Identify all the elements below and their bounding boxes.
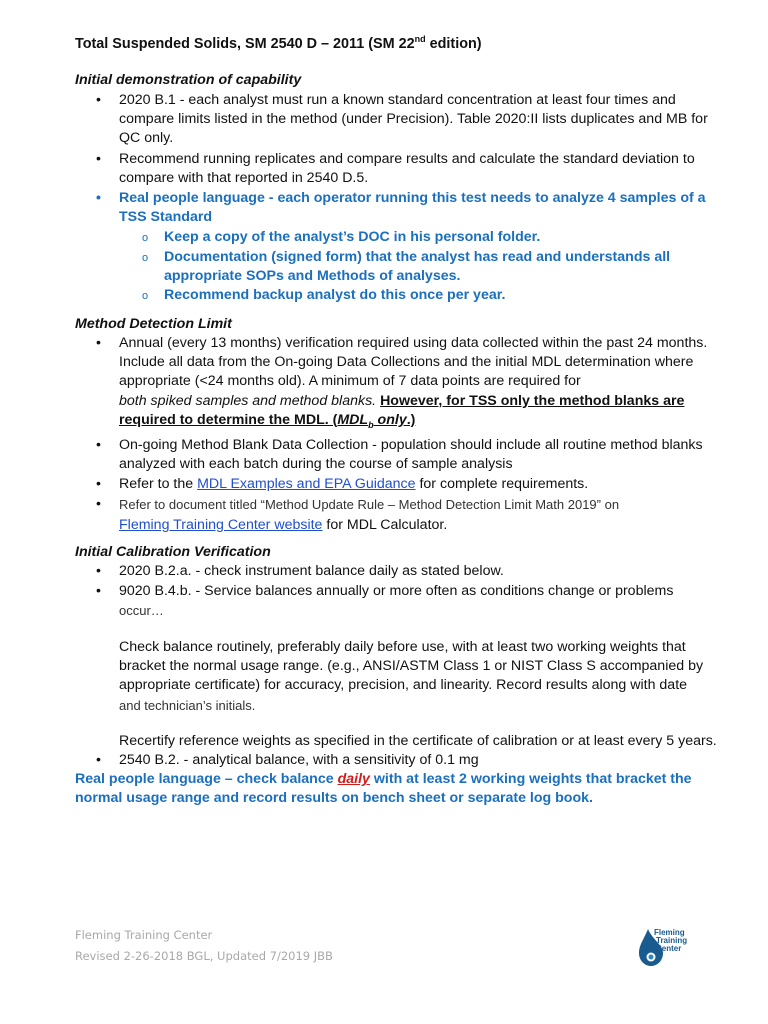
calibration-list xyxy=(75,562,715,622)
list-item: • 2020 B.1 - each analyst must run a known standard concentration at least four times and compare limits listed in the method (under Precision). Table 2020:II lists duplicates and MB for QC only. xyxy=(96,92,708,147)
fleming-website-link[interactable]: Fleming Training Center website xyxy=(119,516,323,533)
logo-text-3: Center xyxy=(656,944,682,953)
list-item: • On-going Method Blank Data Collection - population should include all routine method blanks analyzed with each batch during the course of sample analysis xyxy=(96,436,703,473)
sub-list-item: o Documentation (signed form) that the analyst has read and understands all appropriate SOPs and Methods of analyses. xyxy=(142,248,671,284)
list-item: • 9020 B.4.b. - Service balances annually or more often as conditions change or problems occur… xyxy=(96,583,674,619)
logo-text-2: Training xyxy=(656,936,688,945)
list-item: • Refer to the MDL Examples and EPA Guidance for complete requirements. xyxy=(96,476,589,493)
sub-list-item: o Keep a copy of the analyst’s DOC in his personal folder. xyxy=(142,229,541,246)
list-item: • Annual (every 13 months) verification required using data collected within the past 24 months. Include all data from the On-going Data Collections and the initial MDL determination where appropriate (<24 months old). A minimum of 7 data points are required for both spiked samples and method blanks. However, for TSS only the method blanks are required to determine the MDL. ($MDL_b$ only.) xyxy=(96,335,708,430)
section-heading-capability: Initial demonstration of capability xyxy=(75,72,302,88)
sub-list-item: o Recommend backup analyst do this once per year. xyxy=(142,287,506,304)
recertify-paragraph: Recertify reference weights as specified in the certificate of calibration or at least every 5 years. xyxy=(119,733,717,749)
capability-list xyxy=(75,91,715,305)
mdl-guidance-link[interactable]: MDL Examples and EPA Guidance xyxy=(197,476,416,493)
logo-text-1: Fleming xyxy=(654,928,685,937)
list-item: • Real people language - each operator running this test needs to analyze 4 samples of a TSS Standard xyxy=(96,190,706,226)
section-heading-mdl: Method Detection Limit xyxy=(75,316,232,332)
list-item: • 2020 B.2.a. - check instrument balance daily as stated below. xyxy=(96,563,504,579)
footer-org: Fleming Training Center xyxy=(75,928,213,942)
document-title: Total Suspended Solids, SM 2540 D – 2011 (SM 22nd edition) xyxy=(75,34,482,52)
list-item: • Recommend running replicates and compare results and calculate the standard deviation to compare with that reported in 2540 D.5. xyxy=(96,150,695,186)
real-people-note: Real people language – check balance daily with at least 2 working weights that bracket the normal usage range and record results on bench sheet or separate log book. xyxy=(75,771,692,807)
list-item: • Refer to document titled “Method Update Rule – Method Detection Limit Math 2019” on Fleming Training Center website for MDL Calculator. xyxy=(96,496,620,533)
balance-paragraph: Check balance routinely, preferably daily before use, with at least two working weights that bracket the normal usage range. (e.g., ANSI/ASTM Class 1 or NIST Class S accompanied by appropriate certificate) for accuracy, precision, and linearity. Record results along with date and technician’s initials. xyxy=(119,639,704,713)
section-heading-calibration: Initial Calibration Verification xyxy=(75,544,271,560)
footer-revision: Revised 2-26-2018 BGL, Updated 7/2019 JBB xyxy=(75,949,333,963)
list-item: • 2540 B.2. - analytical balance, with a sensitivity of 0.1 mg xyxy=(96,752,479,768)
logo-drop-icon xyxy=(636,925,688,969)
mdl-list xyxy=(75,334,715,535)
page-footer xyxy=(75,925,333,967)
fleming-logo xyxy=(636,925,688,969)
calibration-list-2 xyxy=(75,751,715,770)
